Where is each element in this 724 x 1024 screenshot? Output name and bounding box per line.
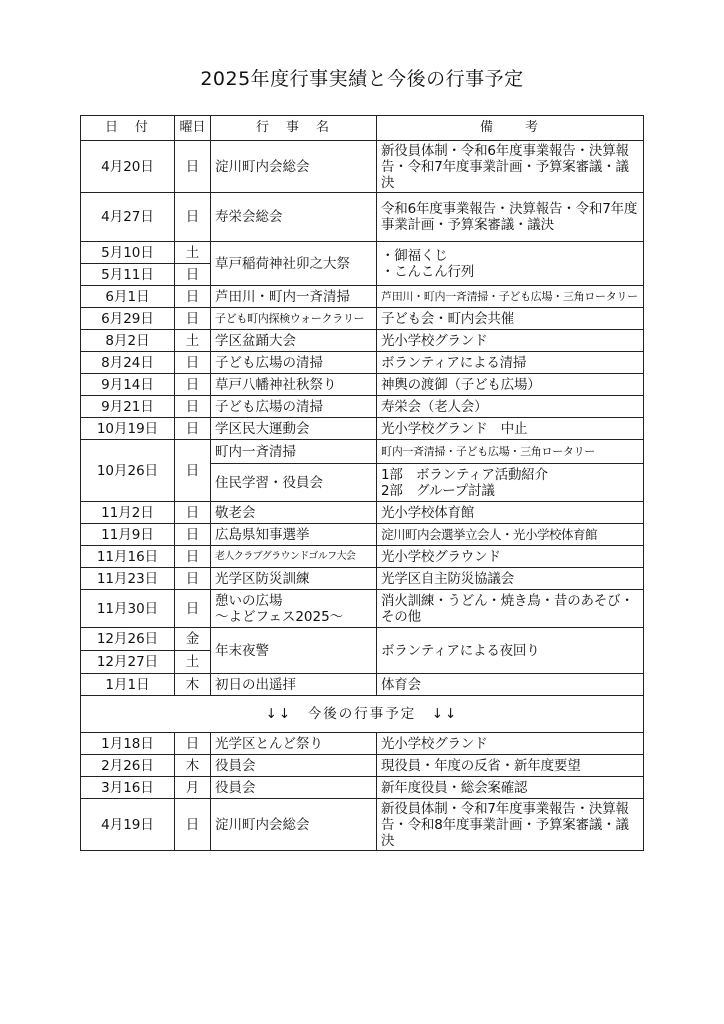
row-dow: 土 (175, 651, 211, 674)
row-note: 寿栄会（老人会） (377, 396, 644, 418)
row-date: 4月19日 (81, 799, 175, 851)
table-row (81, 568, 644, 590)
table-row (81, 674, 644, 696)
row-date: 12月26日 (81, 628, 175, 651)
note-line: ・御福くじ (381, 247, 448, 264)
row-dow: 日 (175, 440, 211, 502)
row-note: 現役員・年度の反省・新年度要望 (377, 755, 644, 777)
row-date: 11月2日 (81, 502, 175, 524)
row-dow: 日 (175, 590, 211, 628)
row-event: 子ども広場の清掃 (211, 352, 377, 374)
row-date: 10月26日 (81, 440, 175, 502)
row-dow: 日 (175, 308, 211, 330)
page-title: 2025年度行事実績と今後の行事予定 (200, 68, 524, 90)
table-row (81, 308, 644, 330)
row-date: 4月20日 (81, 141, 175, 193)
table-row (81, 418, 644, 440)
row-dow: 日 (175, 193, 211, 242)
table-row (81, 374, 644, 396)
row-date: 9月21日 (81, 396, 175, 418)
row-note: 新役員体制・令和7年度事業報告・決算報告・令和8年度事業計画・予算案審議・議決 (377, 799, 644, 851)
row-note: 淀川町内会選挙立会人・光小学校体育館 (377, 524, 644, 546)
row-event: 町内一斉清掃 (211, 440, 377, 464)
row-note: 光小学校グランド (377, 330, 644, 352)
table-row (81, 352, 644, 374)
row-note: 光小学校体育館 (377, 502, 644, 524)
row-dow: 日 (175, 141, 211, 193)
row-dow: 日 (175, 524, 211, 546)
row-date: 2月26日 (81, 755, 175, 777)
row-date: 11月9日 (81, 524, 175, 546)
row-event: 役員会 (211, 755, 377, 777)
row-event: 年末夜警 (211, 628, 377, 674)
row-dow: 金 (175, 628, 211, 651)
row-event: 淀川町内会総会 (211, 141, 377, 193)
row-event: 住民学習・役員会 (211, 464, 377, 502)
row-dow: 日 (175, 799, 211, 851)
row-note: 体育会 (377, 674, 644, 696)
row-note: 令和6年度事業報告・決算報告・令和7年度事業計画・予算案審議・議決 (377, 193, 644, 242)
row-dow: 月 (175, 777, 211, 799)
row-dow: 日 (175, 546, 211, 568)
event-line: ～よどフェス2025～ (215, 608, 344, 625)
row-date: 5月11日 (81, 264, 175, 286)
row-event: 草戸稲荷神社卯之大祭 (211, 242, 377, 286)
row-note: 光小学校グランド (377, 733, 644, 755)
table-row (81, 286, 644, 308)
row-dow: 木 (175, 755, 211, 777)
row-note: 消火訓練・うどん・焼き鳥・昔のあそび・その他 (377, 590, 644, 628)
note-line: 2部 グループ討議 (381, 482, 495, 499)
row-event (211, 590, 377, 628)
row-event: 学区盆踊大会 (211, 330, 377, 352)
row-note: ボランティアによる夜回り (377, 628, 644, 674)
row-note: 光学区自主防災協議会 (377, 568, 644, 590)
row-event: 広島県知事選挙 (211, 524, 377, 546)
table-row (81, 733, 644, 755)
row-event: 敬老会 (211, 502, 377, 524)
table-row (81, 755, 644, 777)
row-dow: 日 (175, 568, 211, 590)
row-date: 1月18日 (81, 733, 175, 755)
row-event: 役員会 (211, 777, 377, 799)
header-note: 備 考 (377, 116, 644, 141)
row-event: 老人クラブグラウンドゴルフ大会 (211, 546, 377, 568)
row-note: 神輿の渡御（子ども広場） (377, 374, 644, 396)
table-row (81, 330, 644, 352)
row-note: 町内一斉清掃・子ども広場・三角ロータリー (377, 440, 644, 464)
future-section-label: ↓↓ 今後の行事予定 ↓↓ (81, 696, 644, 733)
row-date: 4月27日 (81, 193, 175, 242)
row-event: 子ども広場の清掃 (211, 396, 377, 418)
table-header-row (81, 116, 644, 141)
row-dow: 土 (175, 242, 211, 264)
row-dow: 日 (175, 502, 211, 524)
note-line: ・こんこん行列 (381, 263, 475, 280)
row-date: 12月27日 (81, 651, 175, 674)
row-event: 光学区防災訓練 (211, 568, 377, 590)
table-row (81, 396, 644, 418)
event-line: 憩いの広場 (215, 592, 283, 609)
row-event: 学区民大運動会 (211, 418, 377, 440)
table-row (81, 141, 644, 193)
table-row (81, 777, 644, 799)
row-date: 8月2日 (81, 330, 175, 352)
row-note: 子ども会・町内会共催 (377, 308, 644, 330)
schedule-table (80, 115, 644, 851)
table-row (81, 502, 644, 524)
row-dow: 日 (175, 396, 211, 418)
row-note: 新役員体制・令和6年度事業報告・決算報告・令和7年度事業計画・予算案審議・議決 (377, 141, 644, 193)
row-note: 芦田川・町内一斉清掃・子ども広場・三角ロータリー (377, 286, 644, 308)
note-line: 1部 ボランティア活動紹介 (381, 466, 548, 483)
header-date: 日 付 (81, 116, 175, 141)
row-event: 初日の出遥拝 (211, 674, 377, 696)
row-date: 8月24日 (81, 352, 175, 374)
header-dow: 曜日 (175, 116, 211, 141)
row-event: 芦田川・町内一斉清掃 (211, 286, 377, 308)
row-date: 10月19日 (81, 418, 175, 440)
table-row (81, 546, 644, 568)
row-dow: 日 (175, 264, 211, 286)
row-date: 11月23日 (81, 568, 175, 590)
row-note: 新年度役員・総会案確認 (377, 777, 644, 799)
row-dow: 土 (175, 330, 211, 352)
row-note: ボランティアによる清掃 (377, 352, 644, 374)
table-row (81, 440, 644, 464)
row-dow: 日 (175, 286, 211, 308)
table-row (81, 242, 644, 264)
row-date: 11月30日 (81, 590, 175, 628)
row-dow: 木 (175, 674, 211, 696)
table-row (81, 590, 644, 628)
row-dow: 日 (175, 374, 211, 396)
row-event: 淀川町内会総会 (211, 799, 377, 851)
row-event: 寿栄会総会 (211, 193, 377, 242)
row-date: 1月1日 (81, 674, 175, 696)
row-date: 6月29日 (81, 308, 175, 330)
row-note: 光小学校グラウンド (377, 546, 644, 568)
row-dow: 日 (175, 733, 211, 755)
row-date: 6月1日 (81, 286, 175, 308)
row-date: 11月16日 (81, 546, 175, 568)
section-divider-row (81, 696, 644, 733)
row-date: 5月10日 (81, 242, 175, 264)
row-note (377, 464, 644, 502)
header-event: 行 事 名 (211, 116, 377, 141)
row-event: 光学区とんど祭り (211, 733, 377, 755)
table-row (81, 193, 644, 242)
row-date: 3月16日 (81, 777, 175, 799)
table-row (81, 524, 644, 546)
row-note (377, 242, 644, 286)
row-event: 草戸八幡神社秋祭り (211, 374, 377, 396)
row-date: 9月14日 (81, 374, 175, 396)
table-row (81, 628, 644, 651)
table-row (81, 799, 644, 851)
row-note: 光小学校グランド 中止 (377, 418, 644, 440)
row-dow: 日 (175, 352, 211, 374)
row-event: 子ども町内探検ウォークラリー (211, 308, 377, 330)
row-dow: 日 (175, 418, 211, 440)
